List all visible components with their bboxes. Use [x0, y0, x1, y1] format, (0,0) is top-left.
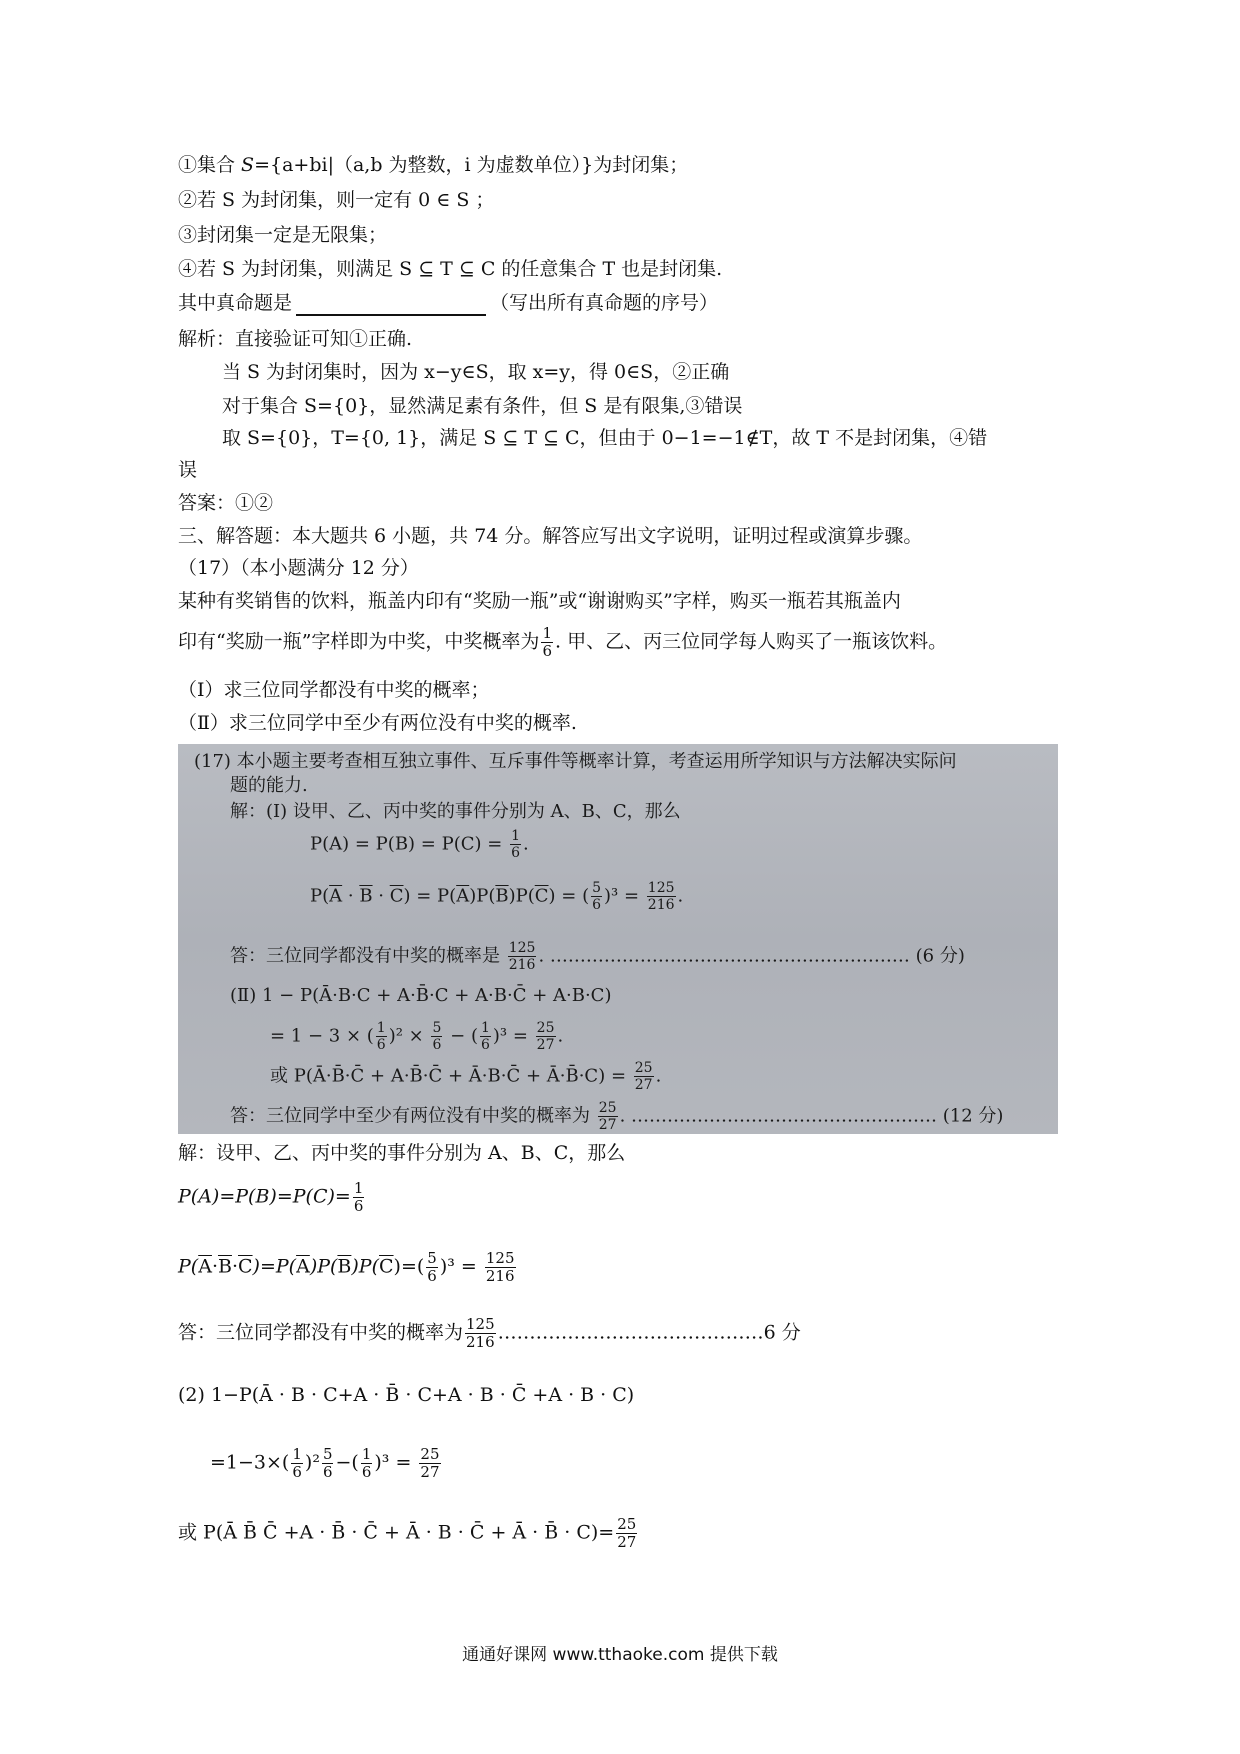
section-heading: 三、解答题：本大题共 6 小题，共 74 分。解答应写出文字说明，证明过程或演算步骤。 — [178, 525, 923, 547]
scan-line-10: 答：三位同学中至少有两位没有中奖的概率为 $\frac{25}{27}$ . …………………………………………… (12 分) — [230, 1100, 1004, 1133]
solution-line-7: 或 P(Ā B̄ C̄ +A · B̄ · C̄ + Ā · B · C̄ + Ā · B̄ · C)= $\frac{25}{27}$ — [178, 1515, 637, 1551]
answer-line: 答案：①② — [178, 492, 274, 514]
scan-line-8: = 1 − 3 × ( $\frac{1}{6}$ )² × $\frac{5}{6}$ − ( $\frac{1}{6}$ )³ = $\frac{25}{27}$ . — [270, 1020, 564, 1053]
scanned-solution-image — [178, 744, 1058, 1134]
proposition-4: ④若 S 为封闭集，则满足 S ⊆ T ⊆ C 的任意集合 T 也是封闭集. — [178, 258, 723, 280]
fraction: $\frac{125}{216}$ — [647, 880, 675, 913]
proposition-3: ③封闭集一定是无限集； — [178, 224, 388, 246]
solution-line-3: $P(\overline{A}\cdot\overline{B}\cdot\overline{C})=P(\overline{A})P(\overline{B})P(\overline{C})=$( $\frac{5}{6}$ )³ = $\frac{125}{216}$ — [178, 1249, 515, 1285]
answer-blank — [296, 294, 486, 316]
scan-line-5: $P(\overline{A} \cdot \overline{B} \cdot \overline{C}) = P(\overline{A})P(\overline{B})P(\overline{C})$ = ( $\frac{5}{6}$ )³ = $\frac{125}{216}$ . — [310, 880, 684, 913]
analysis-line-3: 对于集合 S={0}，显然满足素有条件，但 S 是有限集,③错误 — [222, 395, 743, 417]
fraction: $\frac{5}{6}$ — [427, 1249, 437, 1285]
scan-line-3: 解：(Ⅰ) 设甲、乙、丙中奖的事件分别为 A、B、C，那么 — [230, 801, 681, 822]
scan-line-4: P(A) = P(B) = P(C) = $\frac{1}{6}$ . — [310, 828, 529, 861]
solution-line-4: 答：三位同学都没有中奖的概率为 $\frac{125}{216}$ ……………………………………6 分 — [178, 1315, 801, 1351]
fraction: $\frac{25}{27}$ — [536, 1020, 555, 1053]
proposition-2: ②若 S 为封闭集，则一定有 0 ∈ S ； — [178, 189, 495, 211]
scan-line-2: 题的能力. — [230, 775, 308, 796]
q17-text-1: 某种有奖销售的饮料，瓶盖内印有“奖励一瓶”或“谢谢购买”字样，购买一瓶若其瓶盖内 — [178, 590, 901, 612]
solution-line-2: P(A)=P(B)=P(C)= $\frac{1}{6}$ — [178, 1179, 364, 1215]
fraction: $\frac{125}{216}$ — [508, 940, 536, 973]
q17-text-2: 印有“奖励一瓶”字样即为中奖，中奖概率为 $\frac{1}{6}$ . 甲、乙、丙三位同学每人购买了一瓶该饮料。 — [178, 624, 948, 660]
q17-part-2: （Ⅱ）求三位同学中至少有两位没有中奖的概率. — [178, 712, 577, 734]
fraction: $\frac{25}{27}$ — [598, 1100, 617, 1133]
fraction: $\frac{1}{6}$ — [292, 1445, 302, 1481]
fraction: $\frac{1}{6}$ — [361, 1445, 372, 1481]
fraction: $\frac{5}{6}$ — [592, 880, 602, 913]
footer-credit: 通通好课网 www.tthaoke.com 提供下载 — [462, 1645, 778, 1665]
scan-line-9: 或 P(Ā·B̄·C̄ + A·B̄·C̄ + Ā·B·C̄ + Ā·B̄·C) = $\frac{25}{27}$ . — [270, 1060, 662, 1093]
solution-line-6: =1−3×( $\frac{1}{6}$ )² $\frac{5}{6}$ −( $\frac{1}{6}$ )³ = $\frac{25}{27}$ — [210, 1445, 440, 1481]
analysis-line-2: 当 S 为封闭集时，因为 x−y∈S，取 x=y，得 0∈S，②正确 — [222, 361, 730, 383]
analysis-line-1: 解析：直接验证可知①正确. — [178, 328, 413, 350]
solution-line-5: (2) 1−P(Ā · B · C+A · B̄ · C+A · B · C̄ +A · B · C) — [178, 1384, 635, 1406]
fraction: $\frac{1}{6}$ — [376, 1020, 386, 1053]
scan-line-7: (Ⅱ) 1 − P(Ā·B·C + A·B̄·C + A·B·C̄ + A·B·C) — [230, 985, 612, 1006]
question-line: 其中真命题是 （写出所有真命题的序号） — [178, 292, 719, 314]
proposition-1: ①集合 S={a+bi|（a,b 为整数，i 为虚数单位）}为封闭集； — [178, 154, 689, 176]
fraction: $\frac{25}{27}$ — [617, 1515, 637, 1551]
scan-line-1: (17) 本小题主要考查相互独立事件、互斥事件等概率计算，考查运用所学知识与方法解决实际问 — [194, 751, 957, 772]
solution-line-1: 解：设甲、乙、丙中奖的事件分别为 A、B、C，那么 — [178, 1142, 626, 1164]
fraction: $\frac{5}{6}$ — [432, 1020, 442, 1053]
fraction: $\frac{125}{216}$ — [466, 1315, 495, 1351]
fraction: $\frac{1}{6}$ — [353, 1179, 364, 1215]
fraction: $\frac{25}{27}$ — [634, 1060, 653, 1093]
fraction: $\frac{125}{216}$ — [485, 1249, 515, 1285]
fraction: $\frac{1}{6}$ — [480, 1020, 490, 1053]
fraction: $\frac{25}{27}$ — [420, 1445, 440, 1481]
q17-heading: （17）（本小题满分 12 分） — [178, 557, 419, 579]
scan-line-6: 答：三位同学都没有中奖的概率是 $\frac{125}{216}$ . …………………………………………………… (6 分) — [230, 940, 965, 973]
fraction: $\frac{1}{6}$ — [542, 624, 552, 660]
fraction: $\frac{5}{6}$ — [322, 1445, 333, 1481]
fraction: $\frac{1}{6}$ — [511, 828, 520, 861]
analysis-line-4: 取 S={0}，T={0, 1}，满足 S ⊆ T ⊆ C，但由于 0−1=−1∉T，故 T 不是封闭集，④错 — [222, 427, 988, 449]
q17-part-1: （Ⅰ）求三位同学都没有中奖的概率； — [178, 679, 490, 701]
analysis-line-5: 误 — [178, 459, 198, 481]
